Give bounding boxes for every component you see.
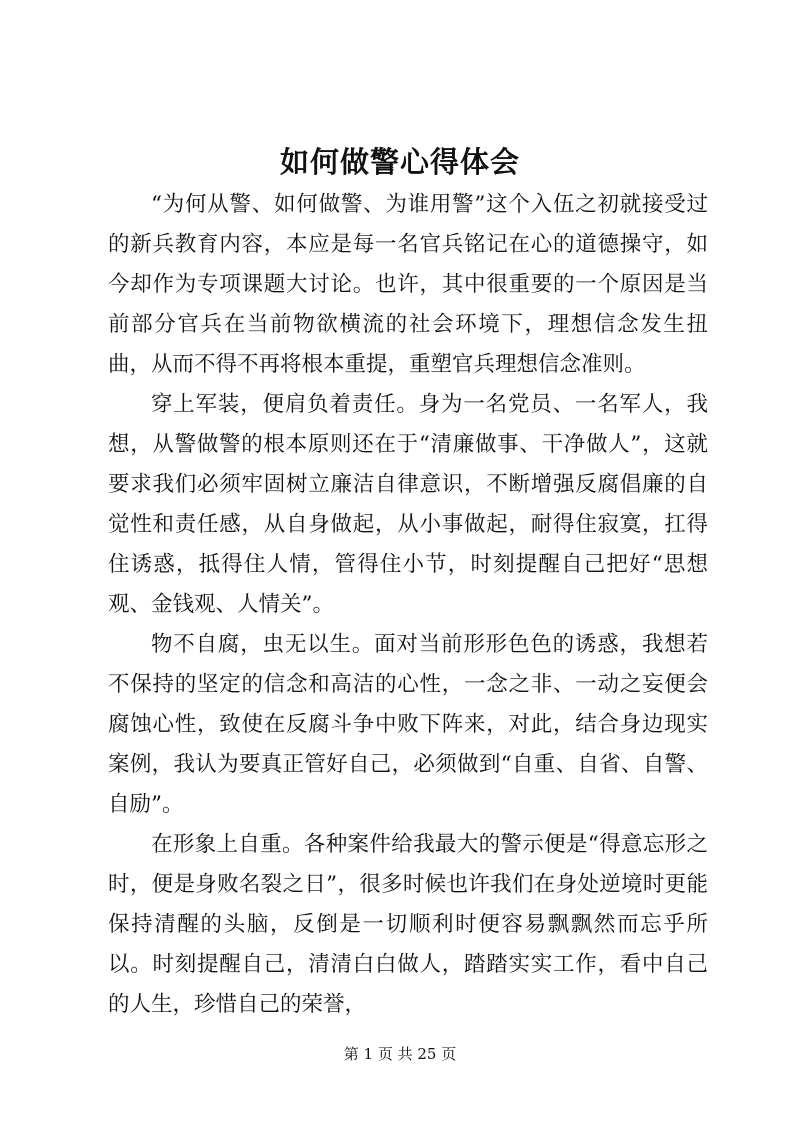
paragraph-2: 穿上军装，便肩负着责任。身为一名党员、一名军人，我想，从警做警的根本原则还在于“清廉做事、干净做人”，这就要求我们必须牢固树立廉洁自律意识，不断增强反腐倡廉的自觉性和责任感，从自身做起，从小事做起，耐得住寂寞，扛得住诱惑，抵得住人情，管得住小节，时刻提醒自己把好“思想观、金钱观、人情关”。 — [108, 392, 708, 617]
document-title: 如何做警心得体会 — [279, 145, 520, 179]
document-body — [108, 185, 708, 1025]
page-number-footer: 第 1 页 共 25 页 — [343, 1045, 457, 1063]
paragraph-1: “为何从警、如何做警、为谁用警”这个入伍之初就接受过的新兵教育内容，本应是每一名官兵铭记在心的道德操守，如今却作为专项课题大讨论。也许，其中很重要的一个原因是当前部分官兵在当前物欲横流的社会环境下，理想信念发生扭曲，从而不得不再将根本重提，重塑官兵理想信念准则。 — [108, 192, 708, 377]
paragraph-3: 物不自腐，虫无以生。面对当前形形色色的诱惑，我想若不保持的坚定的信念和高洁的心性，一念之非、一动之妄便会腐蚀心性，致使在反腐斗争中败下阵来，对此，结合身边现实案例，我认为要真正管好自己，必须做到“自重、自省、自警、自励”。 — [108, 632, 708, 817]
paragraph-4: 在形象上自重。各种案件给我最大的警示便是“得意忘形之时，便是身败名裂之日”，很多时候也许我们在身处逆境时更能保持清醒的头脑，反倒是一切顺利时便容易飘飘然而忘乎所以。时刻提醒自己，清清白白做人，踏踏实实工作，看中自己的人生，珍惜自己的荣誉， — [108, 832, 708, 1017]
